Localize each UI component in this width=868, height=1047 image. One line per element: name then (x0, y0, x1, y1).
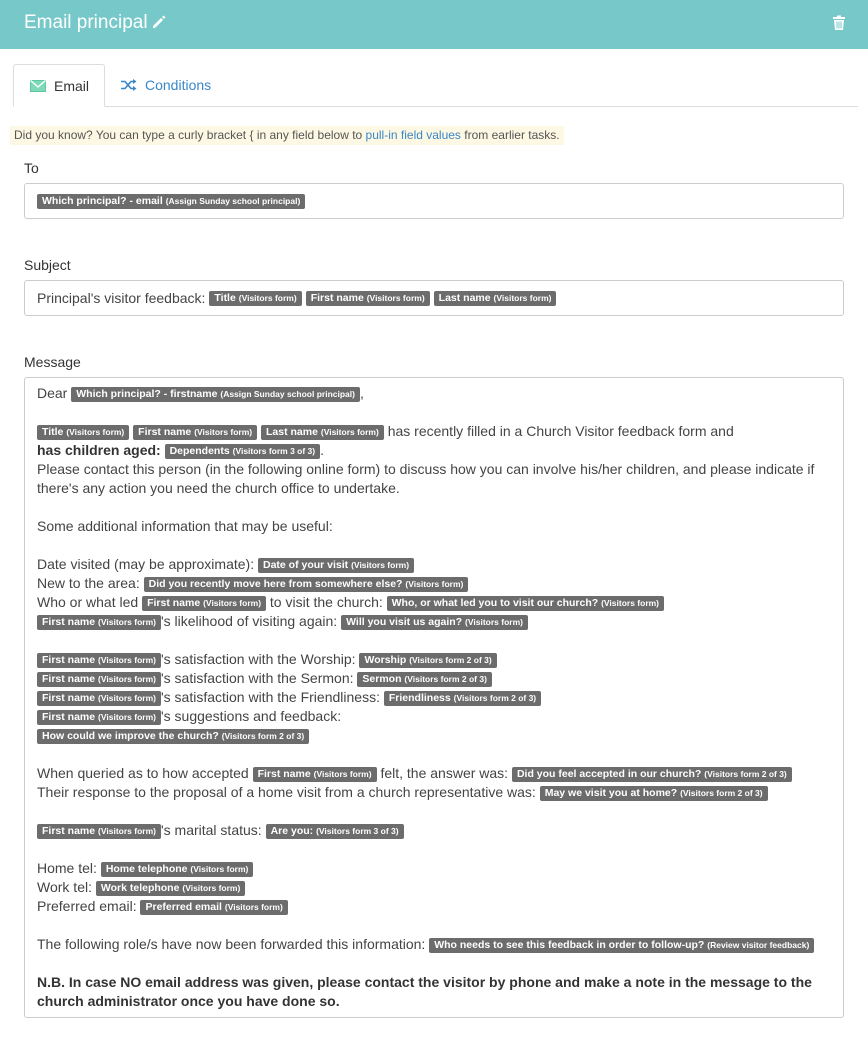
field-tag[interactable]: Which principal? - email (Assign Sunday school principal) (37, 194, 305, 209)
pencil-icon[interactable] (151, 14, 167, 30)
tab-conditions-label: Conditions (145, 76, 212, 93)
field-tag[interactable]: Title (Visitors form) (37, 425, 129, 440)
field-tag[interactable]: Did you recently move here from somewhere else? (Visitors form) (144, 577, 469, 592)
pull-in-field-values-link[interactable]: pull-in field values (365, 128, 461, 142)
tab-conditions[interactable] (121, 64, 211, 105)
subject-label: Subject (24, 257, 71, 273)
field-tag[interactable]: Which principal? - firstname (Assign Sunday school principal) (71, 387, 360, 402)
field-tag[interactable]: First name (Visitors form) (37, 615, 161, 630)
field-tag[interactable]: Dependents (Visitors form 3 of 3) (165, 444, 321, 459)
field-tag[interactable]: First name (Visitors form) (37, 710, 161, 725)
message-label: Message (24, 354, 81, 370)
field-tag[interactable]: Last name (Visitors form) (434, 291, 557, 306)
tip-banner (10, 126, 564, 145)
tab-bar (13, 64, 858, 107)
field-tag[interactable]: First name (Visitors form) (37, 672, 161, 687)
field-tag[interactable]: Home telephone (Visitors form) (101, 862, 254, 877)
message-line: First name (Visitors form) 's satisfaction with the Friendliness: Friendliness (Visitors form 2 of 3) (37, 688, 831, 707)
tip-text-after: from earlier tasks. (460, 128, 560, 142)
message-line: First name (Visitors form) 's likelihood of visiting again: Will you visit us again? (Visitors form) (37, 612, 831, 631)
message-line: Preferred email: Preferred email (Visitors form) (37, 897, 831, 916)
message-line: First name (Visitors form) 's suggestions and feedback: (37, 707, 831, 726)
message-line: First name (Visitors form) 's satisfaction with the Worship: Worship (Visitors form 2 of 3) (37, 650, 831, 669)
field-tag[interactable]: Who, or what led you to visit our church? (Visitors form) (387, 596, 664, 611)
field-tag[interactable]: Last name (Visitors form) (261, 425, 384, 440)
field-tag[interactable]: Friendliness (Visitors form 2 of 3) (384, 691, 541, 706)
message-line: Date visited (may be approximate): Date of your visit (Visitors form) (37, 555, 831, 574)
field-tag[interactable]: First name (Visitors form) (37, 824, 161, 839)
field-tag[interactable]: Work telephone (Visitors form) (96, 881, 245, 896)
tip-text-before: Did you know? You can type a curly bracket { in any field below to (14, 128, 366, 142)
field-tag[interactable]: First name (Visitors form) (37, 691, 161, 706)
tab-email-label: Email (54, 77, 90, 94)
field-tag[interactable]: First name (Visitors form) (133, 425, 257, 440)
field-tag[interactable]: Did you feel accepted in our church? (Visitors form 2 of 3) (512, 767, 792, 782)
subject-field[interactable] (24, 280, 844, 316)
message-line (37, 726, 831, 745)
message-line: has children aged: Dependents (Visitors form 3 of 3) . (37, 442, 324, 458)
message-line: Dear Which principal? - firstname (Assign Sunday school principal) , (37, 385, 364, 401)
message-line: When queried as to how accepted First name (Visitors form) felt, the answer was: Did you feel accepted in our church? (Visitors form 2 of 3) (37, 764, 831, 783)
message-line: Title (Visitors form) First name (Visitors form) Last name (Visitors form) has recently filled in a Church Visitor feedback form and (37, 422, 831, 441)
field-tag[interactable]: First name (Visitors form) (253, 767, 377, 782)
message-line (37, 973, 831, 1011)
message-line: Their response to the proposal of a home visit from a church representative was: May we visit you at home? (Visitors form 2 of 3) (37, 783, 831, 802)
message-line: New to the area: Did you recently move here from somewhere else? (Visitors form) (37, 574, 831, 593)
tab-email[interactable] (13, 64, 105, 107)
trash-icon[interactable] (832, 15, 846, 31)
subject-text: Principal's visitor feedback: (37, 290, 206, 306)
field-tag[interactable]: First name (Visitors form) (142, 596, 266, 611)
field-tag[interactable]: First name (Visitors form) (37, 653, 161, 668)
page-header (0, 0, 868, 49)
field-tag[interactable]: Date of your visit (Visitors form) (258, 558, 414, 573)
message-line: Work tel: Work telephone (Visitors form) (37, 878, 831, 897)
field-tag[interactable]: Will you visit us again? (Visitors form) (341, 615, 528, 630)
message-editor[interactable] (24, 377, 844, 1018)
nb-note: N.B. In case NO email address was given, please contact the visitor by phone and make a note in the message to the church administrator once you have done so. (37, 974, 812, 1009)
envelope-icon (30, 80, 46, 92)
field-tag[interactable]: May we visit you at home? (Visitors form 2 of 3) (540, 786, 768, 801)
field-tag[interactable]: Preferred email (Visitors form) (140, 900, 287, 915)
message-line: First name (Visitors form) 's marital status: Are you: (Visitors form 3 of 3) (37, 821, 831, 840)
field-tag[interactable]: Are you: (Visitors form 3 of 3) (266, 824, 404, 839)
field-tag[interactable]: First name (Visitors form) (306, 291, 430, 306)
to-label: To (24, 160, 39, 176)
to-field[interactable] (24, 183, 844, 219)
field-tag[interactable]: How could we improve the church? (Visitors form 2 of 3) (37, 729, 309, 744)
field-tag[interactable]: Who needs to see this feedback in order to follow-up? (Review visitor feedback) (429, 938, 814, 953)
field-tag[interactable]: Title (Visitors form) (209, 291, 301, 306)
page-title: Email principal (24, 12, 148, 33)
message-line: Please contact this person (in the following online form) to discuss how you can involve his/her children, and please indicate if there's any action you need the church office to undertake. (37, 461, 815, 496)
field-tag[interactable]: Worship (Visitors form 2 of 3) (359, 653, 496, 668)
message-line: The following role/s have now been forwarded this information: Who needs to see this feedback in order to follow-up? (Review visitor feedback) (37, 935, 831, 954)
message-line: Who or what led First name (Visitors form) to visit the church: Who, or what led you to visit our church? (Visitors form) (37, 593, 831, 612)
message-line: Home tel: Home telephone (Visitors form) (37, 859, 831, 878)
message-line: Some additional information that may be useful: (37, 518, 333, 534)
message-line: First name (Visitors form) 's satisfaction with the Sermon: Sermon (Visitors form 2 of 3) (37, 669, 831, 688)
shuffle-icon (121, 79, 137, 91)
field-tag[interactable]: Sermon (Visitors form 2 of 3) (357, 672, 492, 687)
